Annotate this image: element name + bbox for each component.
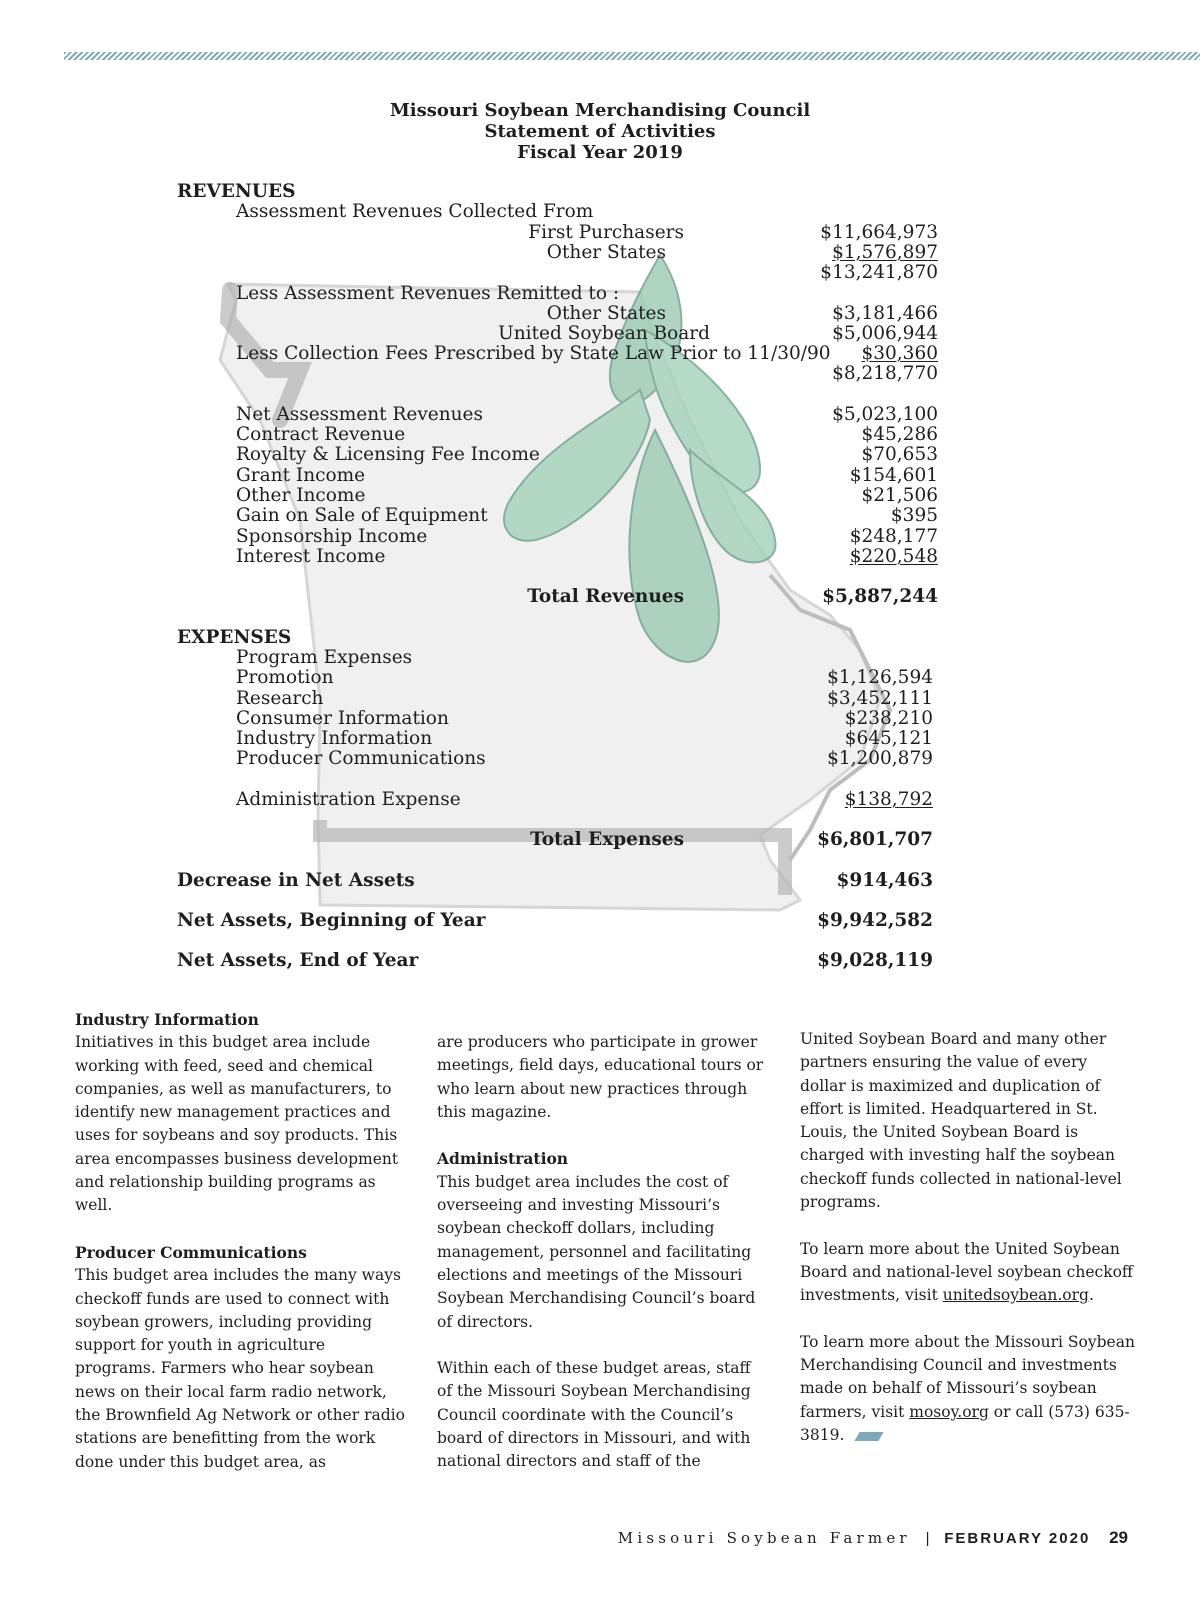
usb-learn-more-end: . <box>1088 1286 1094 1305</box>
usb-learn-more-text: To learn more about the United Soybean Board and national-level soybean checkoff investments, visit <box>800 1239 1133 1305</box>
col2-paragraph-1: are producers who participate in grower meetings, field days, educational tours or who learn about new practices through this magazine. <box>437 1033 764 1121</box>
assessment-collected-label: Assessment Revenues Collected From <box>236 201 594 222</box>
expense-line-amount: $645,121 <box>844 728 933 749</box>
expense-line-amount: $3,452,111 <box>827 688 933 709</box>
revenue-line-label: Net Assessment Revenues <box>236 404 484 425</box>
total-revenues-label: Total Revenues <box>527 586 684 607</box>
revenue-line-amount: $21,506 <box>861 485 938 506</box>
program-expenses-label: Program Expenses <box>236 647 413 668</box>
mosoy-link[interactable]: mosoy.org <box>909 1402 989 1421</box>
usb-label: United Soybean Board <box>498 323 710 344</box>
revenue-line-amount: $45,286 <box>861 424 938 445</box>
administration-heading: Administration <box>437 1149 569 1169</box>
total-expenses-label: Total Expenses <box>530 829 684 850</box>
col3-paragraph-1: United Soybean Board and many other partners ensuring the value of every dollar is maximized and duplication of effort is limited. Headquartered in St. Louis, the United Soybean Board is charged with investing half the soybean checkoff funds collected in national-level programs. <box>800 1030 1122 1212</box>
producer-communications-heading: Producer Communications <box>75 1242 307 1262</box>
page-footer <box>618 1528 1128 1548</box>
mosoy-learn-more-end: or call (573) 635-3819. <box>800 1402 1130 1445</box>
collected-subtotal: $13,241,870 <box>820 262 938 283</box>
text-column-3 <box>800 1028 1135 1471</box>
fiscal-year: Fiscal Year 2019 <box>517 142 683 163</box>
total-revenues-amount: $5,887,244 <box>822 586 938 607</box>
revenue-line-amount: $395 <box>890 505 938 526</box>
revenue-line-label: Grant Income <box>236 465 366 486</box>
net-assets-end-label: Net Assets, End of Year <box>177 950 419 971</box>
text-column-1 <box>75 1008 410 1497</box>
org-name: Missouri Soybean Merchandising Council <box>389 100 811 121</box>
expense-line-amount: $238,210 <box>844 708 933 729</box>
other-states-label: Other States <box>546 242 666 263</box>
revenue-line-label: Royalty & Licensing Fee Income <box>236 444 540 465</box>
publication-name: Missouri Soybean Farmer <box>617 1529 911 1547</box>
administration-text: This budget area includes the cost of overseeing and investing Missouri’s soybean checkoff dollars, including management, personnel and facilitating elections and meetings of the Missouri Soybean Merchandising Council’s board of directors. <box>437 1172 756 1331</box>
footer-separator: | <box>925 1530 930 1547</box>
expense-line-amount: $1,126,594 <box>827 667 933 688</box>
decrease-net-assets-label: Decrease in Net Assets <box>177 870 415 891</box>
industry-information-heading: Industry Information <box>75 1010 259 1029</box>
expense-line-label: Promotion <box>236 667 334 688</box>
admin-expense-label: Administration Expense <box>236 789 461 810</box>
revenue-line-amount: $5,023,100 <box>832 404 938 425</box>
revenue-line-label: Interest Income <box>236 546 386 567</box>
expense-line-label: Research <box>236 688 324 709</box>
page-number: 29 <box>1109 1528 1128 1547</box>
collection-fees-label: Less Collection Fees Prescribed by State Law Prior to 11/30/90 <box>236 343 831 364</box>
less-remitted-label: Less Assessment Revenues Remitted to : <box>236 283 620 304</box>
expenses-heading: EXPENSES <box>177 627 292 648</box>
first-purchasers-amount: $11,664,973 <box>820 222 938 243</box>
revenue-line-amount: $154,601 <box>849 465 938 486</box>
net-assets-begin-label: Net Assets, Beginning of Year <box>177 910 486 931</box>
total-expenses-amount: $6,801,707 <box>817 829 933 850</box>
remit-other-states-label: Other States <box>546 303 666 324</box>
revenue-line-label: Sponsorship Income <box>236 526 428 547</box>
revenue-line-amount: $248,177 <box>849 526 938 547</box>
expense-line-amount: $1,200,879 <box>827 748 933 769</box>
net-assets-end-amount: $9,028,119 <box>817 950 933 971</box>
revenues-heading: REVENUES <box>177 181 296 202</box>
producer-communications-text: This budget area includes the many ways checkoff funds are used to connect with soybean growers, including providing support for youth in agriculture programs. Farmers who hear soybean news on their local farm radio network, the Brownfield Ag Network or other radio stations are benefitting from the work done under this budget area, as <box>75 1266 405 1471</box>
revenue-line-label: Gain on Sale of Equipment <box>236 505 488 526</box>
first-purchasers-label: First Purchasers <box>528 222 684 243</box>
decrease-net-assets-amount: $914,463 <box>836 870 933 891</box>
statement-header <box>300 100 900 163</box>
industry-information-text: Initiatives in this budget area include working with feed, seed and chemical companies, as well as manufacturers, to identify new management practices and uses for soybeans and soy products. This area encompasses business development and relationship building programs as well. <box>75 1033 399 1215</box>
remit-other-states-amount: $3,181,466 <box>832 303 938 324</box>
expense-line-label: Industry Information <box>236 728 433 749</box>
remitted-subtotal: $8,218,770 <box>832 363 938 384</box>
other-states-amount: $1,576,897 <box>832 242 938 263</box>
expense-line-label: Producer Communications <box>236 748 486 769</box>
end-mark-icon <box>855 1432 884 1441</box>
revenue-line-amount: $220,548 <box>849 546 938 567</box>
revenue-line-amount: $70,653 <box>861 444 938 465</box>
collection-fees-amount: $30,360 <box>861 343 938 364</box>
revenue-line-label: Contract Revenue <box>236 424 406 445</box>
unitedsoybean-link[interactable]: unitedsoybean.org <box>942 1286 1089 1305</box>
text-column-2 <box>437 1031 767 1497</box>
usb-amount: $5,006,944 <box>832 323 938 344</box>
admin-expense-amount: $138,792 <box>844 789 933 810</box>
revenue-line-label: Other Income <box>236 485 366 506</box>
issue-date: FEBRUARY 2020 <box>944 1530 1091 1547</box>
col2-paragraph-3: Within each of these budget areas, staff of the Missouri Soybean Merchandising Council coordinate with the Council’s board of directors in Missouri, and with national directors and staff of the <box>437 1359 751 1471</box>
net-assets-begin-amount: $9,942,582 <box>817 910 933 931</box>
expense-line-label: Consumer Information <box>236 708 449 729</box>
mosoy-learn-more-text: To learn more about the Missouri Soybean Merchandising Council and investments made on behalf of Missouri’s soybean farmers, visit <box>800 1332 1135 1421</box>
statement-title: Statement of Activities <box>484 121 716 142</box>
